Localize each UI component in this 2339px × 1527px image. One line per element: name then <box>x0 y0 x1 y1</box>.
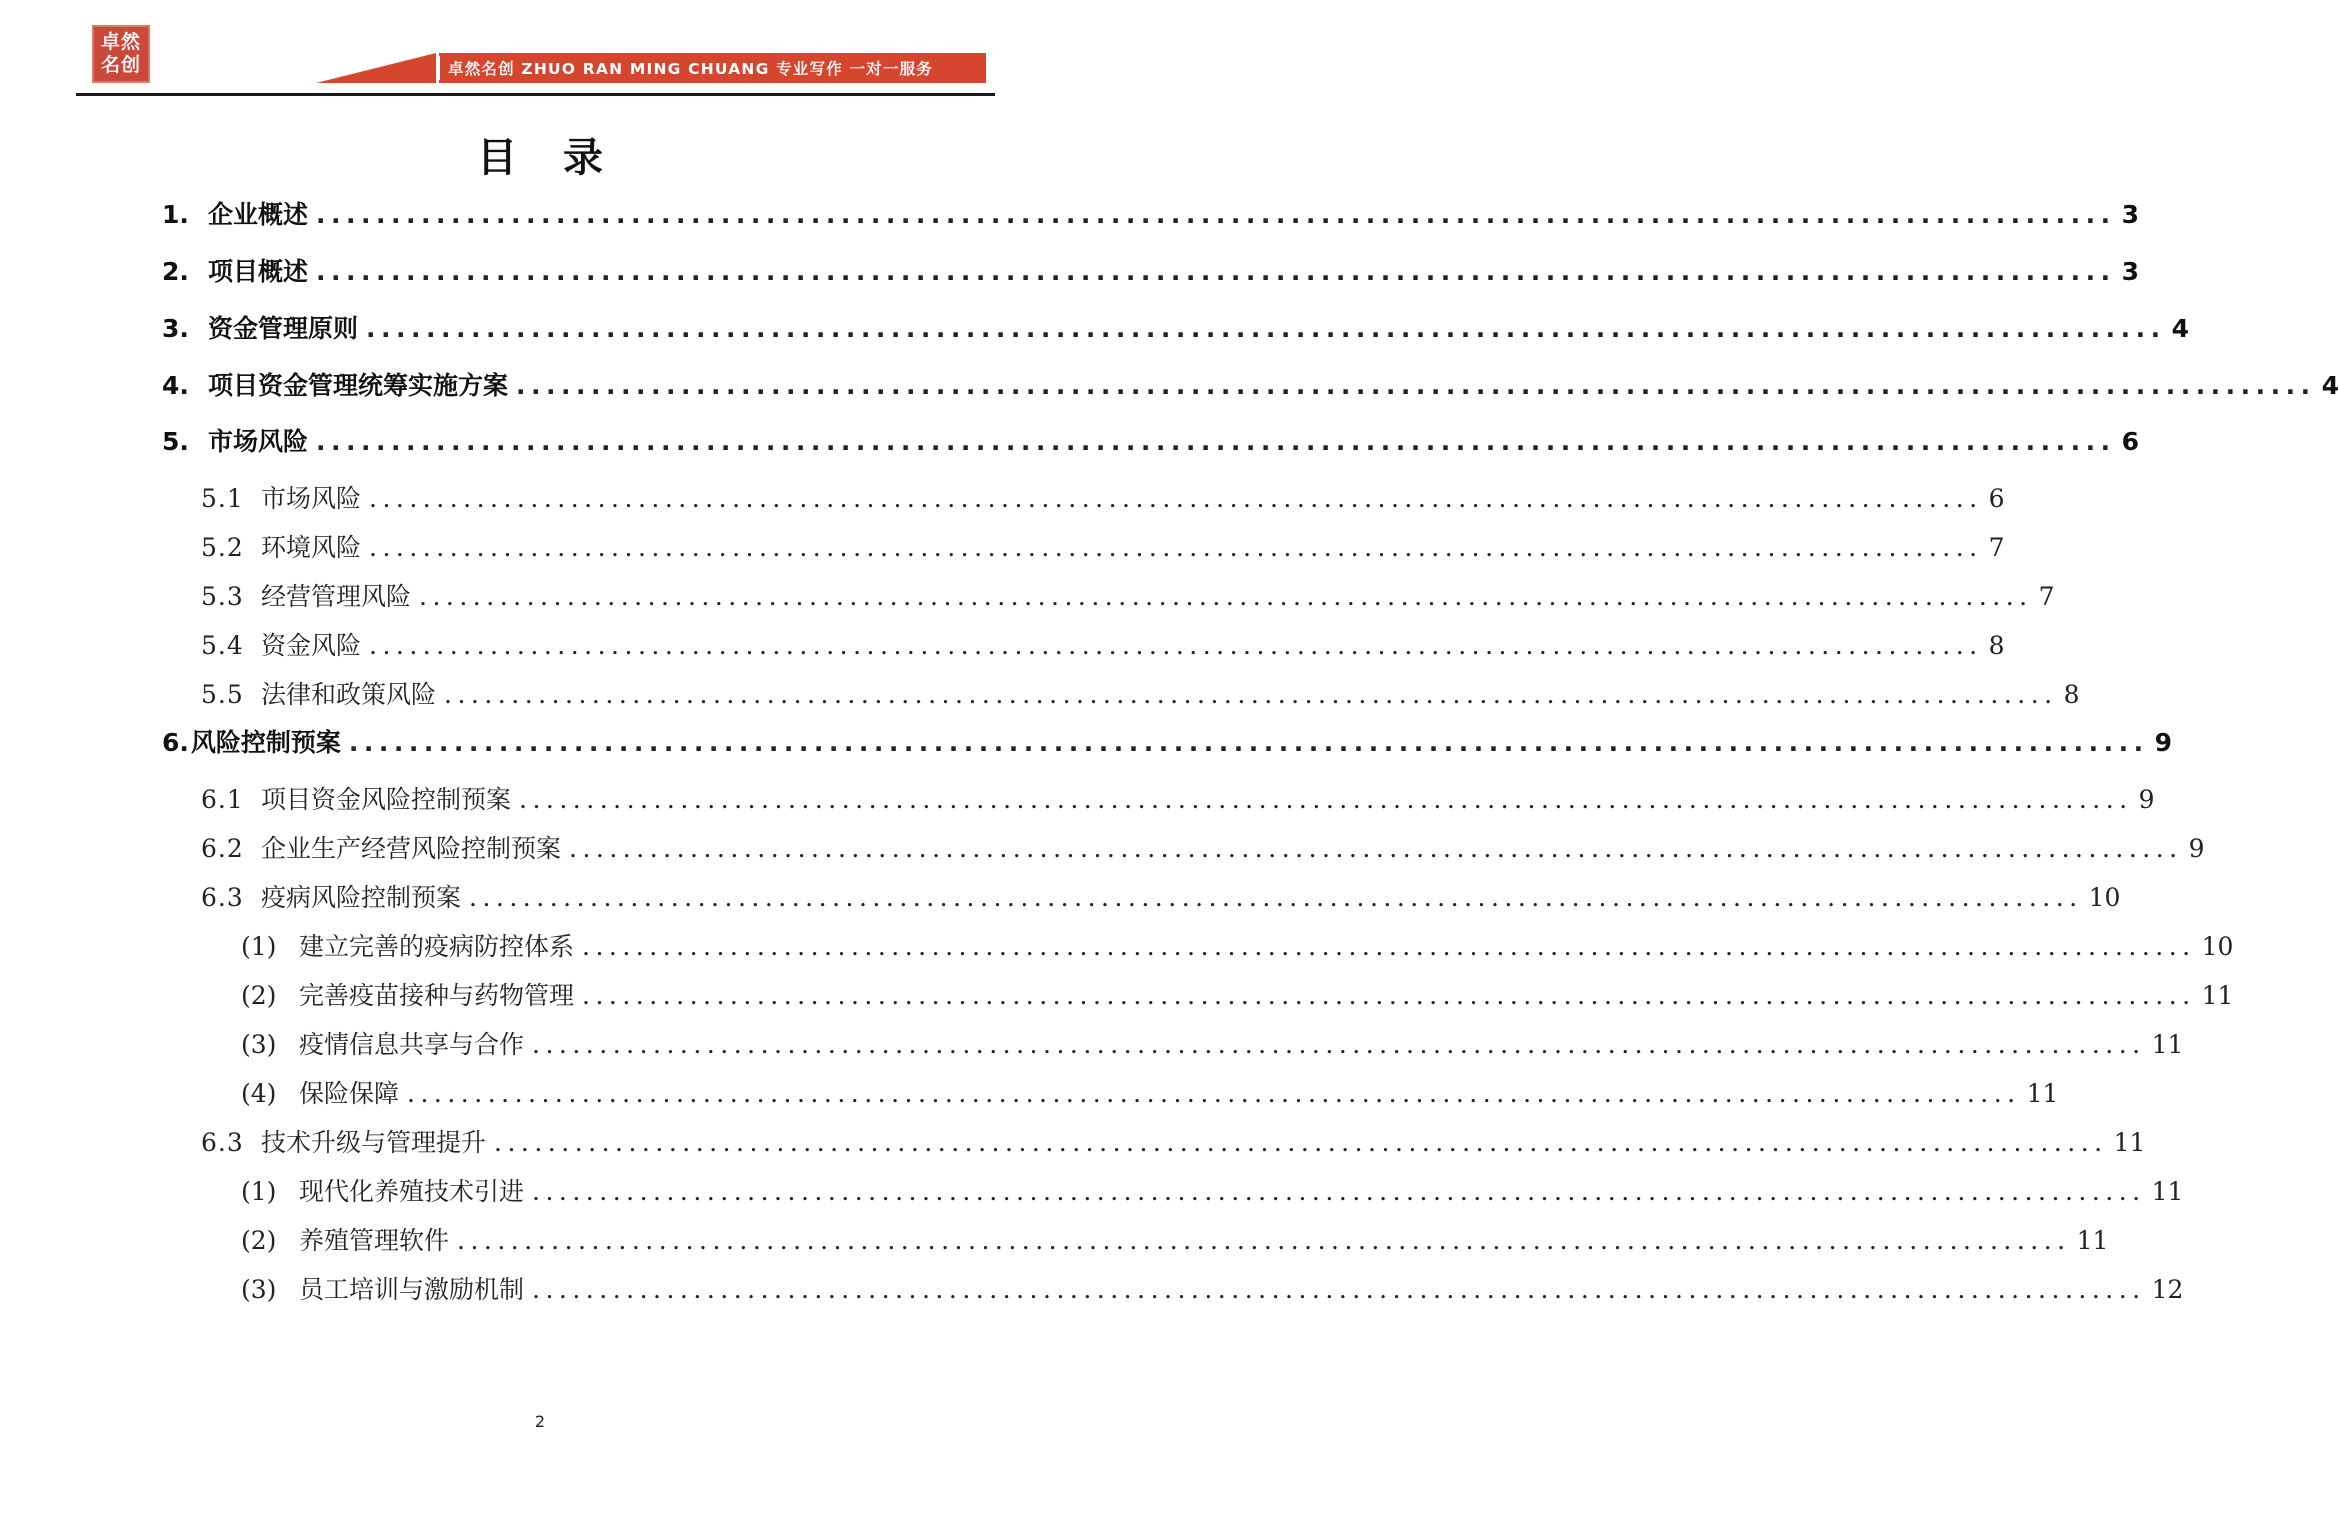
dot-leader: ........................................................................................................................ <box>569 834 2183 863</box>
toc-entry-page: 9 <box>2188 834 2205 863</box>
toc-entry-label: 项目概述 <box>208 257 309 286</box>
toc-entry-number: 6. <box>162 728 189 757</box>
toc-entry-page: 8 <box>2063 680 2080 709</box>
dot-leader: ........................................................................................................................ <box>369 533 1983 562</box>
dot-leader: ........................................................................................................................ <box>316 200 2116 229</box>
toc-entry-page: 11 <box>2151 1030 2184 1059</box>
dot-leader: ........................................................................................................................ <box>516 371 2316 400</box>
toc-entry[interactable] <box>241 1272 2184 1308</box>
toc-entry[interactable] <box>201 579 2055 615</box>
toc-entry[interactable] <box>241 1174 2184 1210</box>
toc-entry-number: 6.1 <box>201 785 244 814</box>
toc-entry[interactable] <box>162 725 2172 761</box>
toc-entry-label: 技术升级与管理提升 <box>261 1128 487 1157</box>
toc-entry-page: 7 <box>1988 533 2005 562</box>
toc-entry-number: 5.4 <box>201 631 244 660</box>
toc-entry-page: 11 <box>2113 1128 2146 1157</box>
toc-entry[interactable] <box>201 481 2005 517</box>
toc-entry-page: 12 <box>2151 1275 2184 1304</box>
toc-entry-number: 6.3 <box>201 883 244 912</box>
toc-entry-number: 5.5 <box>201 680 244 709</box>
toc-entry-number: 4. <box>162 371 189 400</box>
dot-leader: ........................................................................................................................ <box>532 1177 2146 1206</box>
toc-entry-label: 员工培训与激励机制 <box>299 1275 525 1304</box>
toc-entry-number: 5.2 <box>201 533 244 562</box>
toc-entry-number: 2. <box>162 257 189 286</box>
toc-entry[interactable] <box>201 880 2121 916</box>
page-number: 2 <box>534 1412 546 1431</box>
toc-entry-label: 法律和政策风险 <box>261 680 437 709</box>
toc-entry-page: 11 <box>2201 981 2234 1010</box>
banner-text: 卓然名创 ZHUO RAN MING CHUANG 专业写作 一对一服务 <box>448 60 933 78</box>
toc-entry-label: 企业概述 <box>208 200 309 229</box>
header-wedge-decoration <box>316 53 436 83</box>
toc-entry[interactable] <box>241 978 2234 1014</box>
toc-entry-label: 现代化养殖技术引进 <box>299 1177 525 1206</box>
toc-entry-label: 项目资金风险控制预案 <box>261 785 512 814</box>
toc-entry-label: 环境风险 <box>261 533 362 562</box>
toc-entry-number: 6.3 <box>201 1128 244 1157</box>
header-banner <box>436 53 986 83</box>
dot-leader: ........................................................................................................................ <box>532 1030 2146 1059</box>
toc-entry[interactable] <box>241 1027 2184 1063</box>
toc-entry-page: 9 <box>2154 728 2172 757</box>
toc-entry[interactable] <box>201 677 2080 713</box>
dot-leader: ........................................................................................................................ <box>419 582 2033 611</box>
toc-entry[interactable] <box>162 424 2140 460</box>
toc-entry[interactable] <box>162 197 2140 233</box>
toc-entry-page: 3 <box>2121 257 2140 286</box>
logo-text-bottom: 名创 <box>100 54 141 76</box>
toc-entry-page: 6 <box>2121 427 2140 456</box>
toc-entry-label: 市场风险 <box>208 427 309 456</box>
toc-entry-number: (1) <box>241 932 277 961</box>
toc-entry-label: 经营管理风险 <box>261 582 412 611</box>
dot-leader: ........................................................................................................................ <box>444 680 2058 709</box>
toc-entry-page: 11 <box>2026 1079 2059 1108</box>
toc-entry[interactable] <box>201 782 2155 818</box>
toc-entry-page: 4 <box>2321 371 2339 400</box>
toc-entry-page: 11 <box>2076 1226 2109 1255</box>
toc-entry-page: 4 <box>2171 314 2190 343</box>
toc-entry-number: (2) <box>241 1226 277 1255</box>
toc-entry-label: 疫病风险控制预案 <box>261 883 462 912</box>
toc-entry[interactable] <box>201 1125 2146 1161</box>
toc-entry[interactable] <box>162 368 2339 404</box>
header-rule <box>76 93 995 96</box>
logo-text-top: 卓然 <box>100 31 141 53</box>
dot-leader: ........................................................................................................................ <box>494 1128 2108 1157</box>
toc-entry-number: 5.1 <box>201 484 244 513</box>
toc-entry[interactable] <box>241 1223 2109 1259</box>
toc-title: 目录 <box>477 135 649 181</box>
dot-leader: ........................................................................................................................ <box>519 785 2133 814</box>
toc-entry-label: 完善疫苗接种与药物管理 <box>299 981 575 1010</box>
toc-entry[interactable] <box>162 254 2140 290</box>
toc-entry-page: 6 <box>1988 484 2005 513</box>
dot-leader: ........................................................................................................................ <box>407 1079 2021 1108</box>
dot-leader: ........................................................................................................................ <box>316 427 2116 456</box>
toc-entry-number: 5. <box>162 427 189 456</box>
toc-entry-label: 项目资金管理统筹实施方案 <box>208 371 509 400</box>
toc-entry-label: 保险保障 <box>299 1079 400 1108</box>
dot-leader: ........................................................................................................................ <box>369 631 1983 660</box>
banner-divider <box>438 56 440 80</box>
dot-leader: ........................................................................................................................ <box>582 932 2196 961</box>
toc-entry-page: 10 <box>2088 883 2121 912</box>
toc-entry-page: 10 <box>2201 932 2234 961</box>
toc-entry-label: 资金管理原则 <box>208 314 359 343</box>
dot-leader: ........................................................................................................................ <box>469 883 2083 912</box>
toc-entry-number: (4) <box>241 1079 277 1108</box>
toc-entry-number: (1) <box>241 1177 277 1206</box>
toc-entry-label: 企业生产经营风险控制预案 <box>261 834 562 863</box>
toc-entry-number: 3. <box>162 314 189 343</box>
toc-entry-number: 5.3 <box>201 582 244 611</box>
dot-leader: ........................................................................................................................ <box>532 1275 2146 1304</box>
dot-leader: ........................................................................................................................ <box>316 257 2116 286</box>
toc-entry[interactable] <box>162 311 2190 347</box>
dot-leader: ........................................................................................................................ <box>348 728 2149 757</box>
toc-entry-page: 7 <box>2038 582 2055 611</box>
toc-entry[interactable] <box>241 929 2234 965</box>
toc-entry-label: 疫情信息共享与合作 <box>299 1030 525 1059</box>
toc-entry-page: 9 <box>2138 785 2155 814</box>
toc-entry-label: 市场风险 <box>261 484 362 513</box>
toc-entry-number: (3) <box>241 1030 277 1059</box>
toc-entry-page: 3 <box>2121 200 2140 229</box>
toc-entry-number: (3) <box>241 1275 277 1304</box>
toc-entry-page: 8 <box>1988 631 2005 660</box>
dot-leader: ........................................................................................................................ <box>369 484 1983 513</box>
toc-entry[interactable] <box>201 831 2205 867</box>
dot-leader: ........................................................................................................................ <box>582 981 2196 1010</box>
dot-leader: ........................................................................................................................ <box>366 314 2166 343</box>
toc-entry-number: 6.2 <box>201 834 244 863</box>
toc-entry-page: 11 <box>2151 1177 2184 1206</box>
toc-entry[interactable] <box>201 628 2005 664</box>
toc-entry[interactable] <box>201 530 2005 566</box>
logo <box>92 25 150 83</box>
toc-entry[interactable] <box>241 1076 2059 1112</box>
toc-entry-label: 建立完善的疫病防控体系 <box>299 932 575 961</box>
toc-entry-label: 养殖管理软件 <box>299 1226 450 1255</box>
toc-entry-label: 风险控制预案 <box>190 728 341 757</box>
toc-entry-label: 资金风险 <box>261 631 362 660</box>
dot-leader: ........................................................................................................................ <box>457 1226 2071 1255</box>
toc-entry-number: 1. <box>162 200 189 229</box>
toc-entry-number: (2) <box>241 981 277 1010</box>
